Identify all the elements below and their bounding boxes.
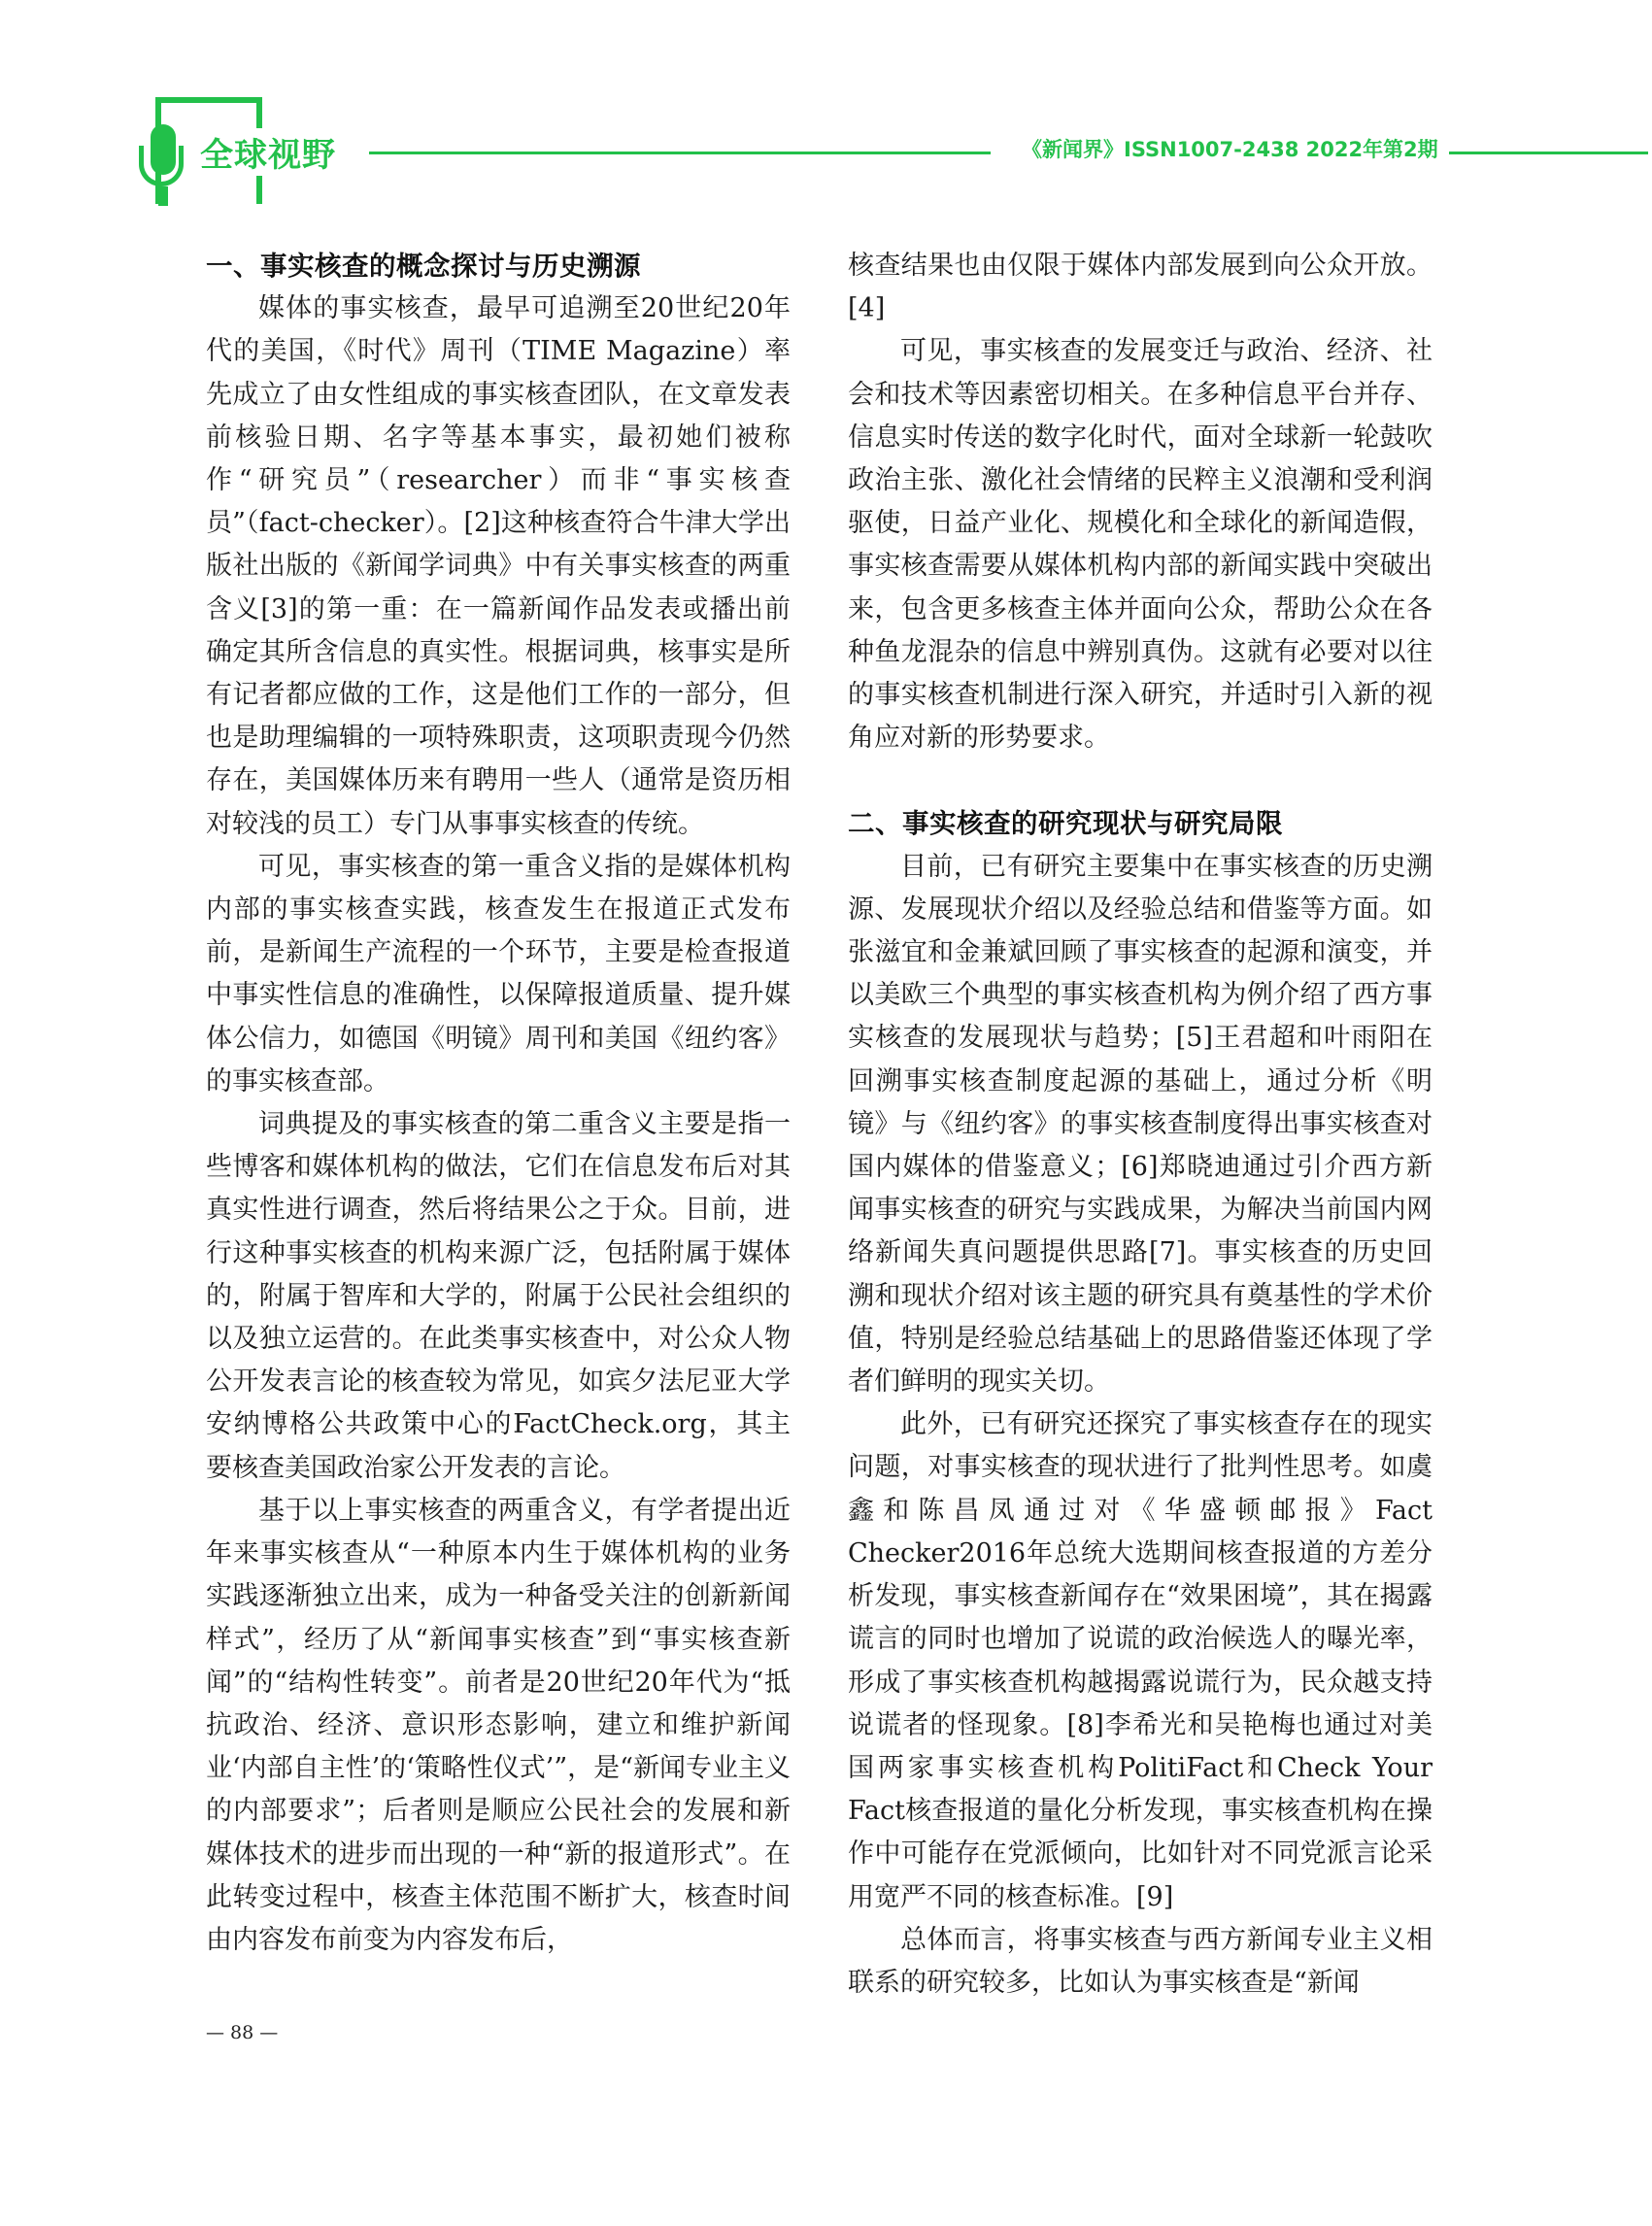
paragraph: 词典提及的事实核查的第二重含义主要是指一些博客和媒体机构的做法，它们在信息发布后对其真实性进行调查，然后将结果公之于众。目前，进行这种事实核查的机构来源广泛，包括附属于媒体的，附属于智库和大学的，附属于公民社会组织的以及独立运营的。在此类事实核查中，对公众人物公开发表言论的核查较为常见，如宾夕法尼亚大学安纳博格公共政策中心的FactCheck.org，其主要核查美国政治家公开发表的言论。 [206,1109,791,1483]
paragraph: 媒体的事实核查，最早可追溯至20世纪20年代的美国，《时代》周刊（TIME Magazine）率先成立了由女性组成的事实核查团队，在文章发表前核验日期、名字等基本事实，最初她们被称作“研究员”（researcher）而非“事实核查员”（fact-checker）。[2]这种核查符合牛津大学出版社出版的《新闻学词典》中有关事实核查的两重含义[3]的第一重：在一篇新闻作品发表或播出前确定其所含信息的真实性。根据词典，核事实是所有记者都应做的工作，这是他们工作的一部分，但也是助理编辑的一项特殊职责，这项职责现今仍然存在，美国媒体历来有聘用一些人（通常是资历相对较浅的员工）专门从事事实核查的传统。 [206,293,791,839]
section-heading-1: 一、事实核查的概念探讨与历史溯源 [206,251,641,282]
paragraph: 基于以上事实核查的两重含义，有学者提出近年来事实核查从“一种原本内生于媒体机构的业务实践逐渐独立出来，成为一种备受关注的创新新闻样式”，经历了从“新闻事实核查”到“事实核查新闻”的“结构性转变”。前者是20世纪20年代为“抵抗政治、经济、意识形态影响，建立和维护新闻业‘内部自主性’的‘策略性仪式’”，是“新闻专业主义的内部要求”；后者则是顺应公民社会的发展和新媒体技术的进步而出现的一种“新的报道形式”。在此转变过程中，核查主体范围不断扩大，核查时间由内容发布前变为内容发布后， [206,1495,791,1955]
right-column [848,245,1433,2005]
header-rule-right [1449,152,1648,154]
paragraph-continuation: 核查结果也由仅限于媒体内部发展到向公众开放。[4] [848,251,1433,324]
microphone-base-icon [158,186,168,206]
section-name: 全球视野 [194,128,342,176]
left-column [206,245,791,1962]
paragraph: 此外，已有研究还探究了事实核查存在的现实问题，对事实核查的现状进行了批判性思考。如虞鑫和陈昌凤通过对《华盛顿邮报》Fact Checker2016年总统大选期间核查报道的方差分析发现，事实核查新闻存在“效果困境”，其在揭露谎言的同时也增加了说谎的政治候选人的曝光率，形成了事实核查机构越揭露说谎行为，民众越支持说谎者的怪现象。[8]李希光和吴艳梅也通过对美国两家事实核查机构PolitiFact和Check Your Fact核查报道的量化分析发现，事实核查机构在操作中可能存在党派倾向，比如针对不同党派言论采用宽严不同的核查标准。[9] [848,1409,1433,1912]
page-number: — 88 — [206,2022,279,2043]
header-rule-left [369,152,991,154]
paragraph: 总体而言，将事实核查与西方新闻专业主义相联系的研究较多，比如认为事实核查是“新闻 [848,1924,1433,1998]
paragraph: 可见，事实核查的第一重含义指的是媒体机构内部的事实核查实践，核查发生在报道正式发布前，是新闻生产流程的一个环节，主要是检查报道中事实性信息的准确性，以保障报道质量、提升媒体公信力，如德国《明镜》周刊和美国《纽约客》的事实核查部。 [206,851,791,1096]
paragraph: 目前，已有研究主要集中在事实核查的历史溯源、发展现状介绍以及经验总结和借鉴等方面。如张滋宜和金兼斌回顾了事实核查的起源和演变，并以美欧三个典型的事实核查机构为例介绍了西方事实核查的发展现状与趋势；[5]王君超和叶雨阳在回溯事实核查制度起源的基础上，通过分析《明镜》与《纽约客》的事实核查制度得出事实核查对国内媒体的借鉴意义；[6]郑晓迪通过引介西方新闻事实核查的研究与实践成果，为解决当前国内网络新闻失真问题提供思路[7]。事实核查的历史回溯和现状介绍对该主题的研究具有奠基性的学术价值，特别是经验总结基础上的思路借鉴还体现了学者们鲜明的现实关切。 [848,851,1433,1398]
section-heading-2: 二、事实核查的研究现状与研究局限 [848,808,1283,840]
journal-info: 《新闻界》ISSN1007-2438 2022年第2期 [1022,138,1438,161]
section-gap [848,759,1433,802]
paragraph: 可见，事实核查的发展变迁与政治、经济、社会和技术等因素密切相关。在多种信息平台并存、信息实时传送的数字化时代，面对全球新一轮鼓吹政治主张、激化社会情绪的民粹主义浪潮和受利润驱使，日益产业化、规模化和全球化的新闻造假，事实核查需要从媒体机构内部的新闻实践中突破出来，包含更多核查主体并面向公众，帮助公众在各种鱼龙混杂的信息中辨别真伪。这就有必要对以往的事实核查机制进行深入研究，并适时引入新的视角应对新的形势要求。 [848,336,1433,754]
